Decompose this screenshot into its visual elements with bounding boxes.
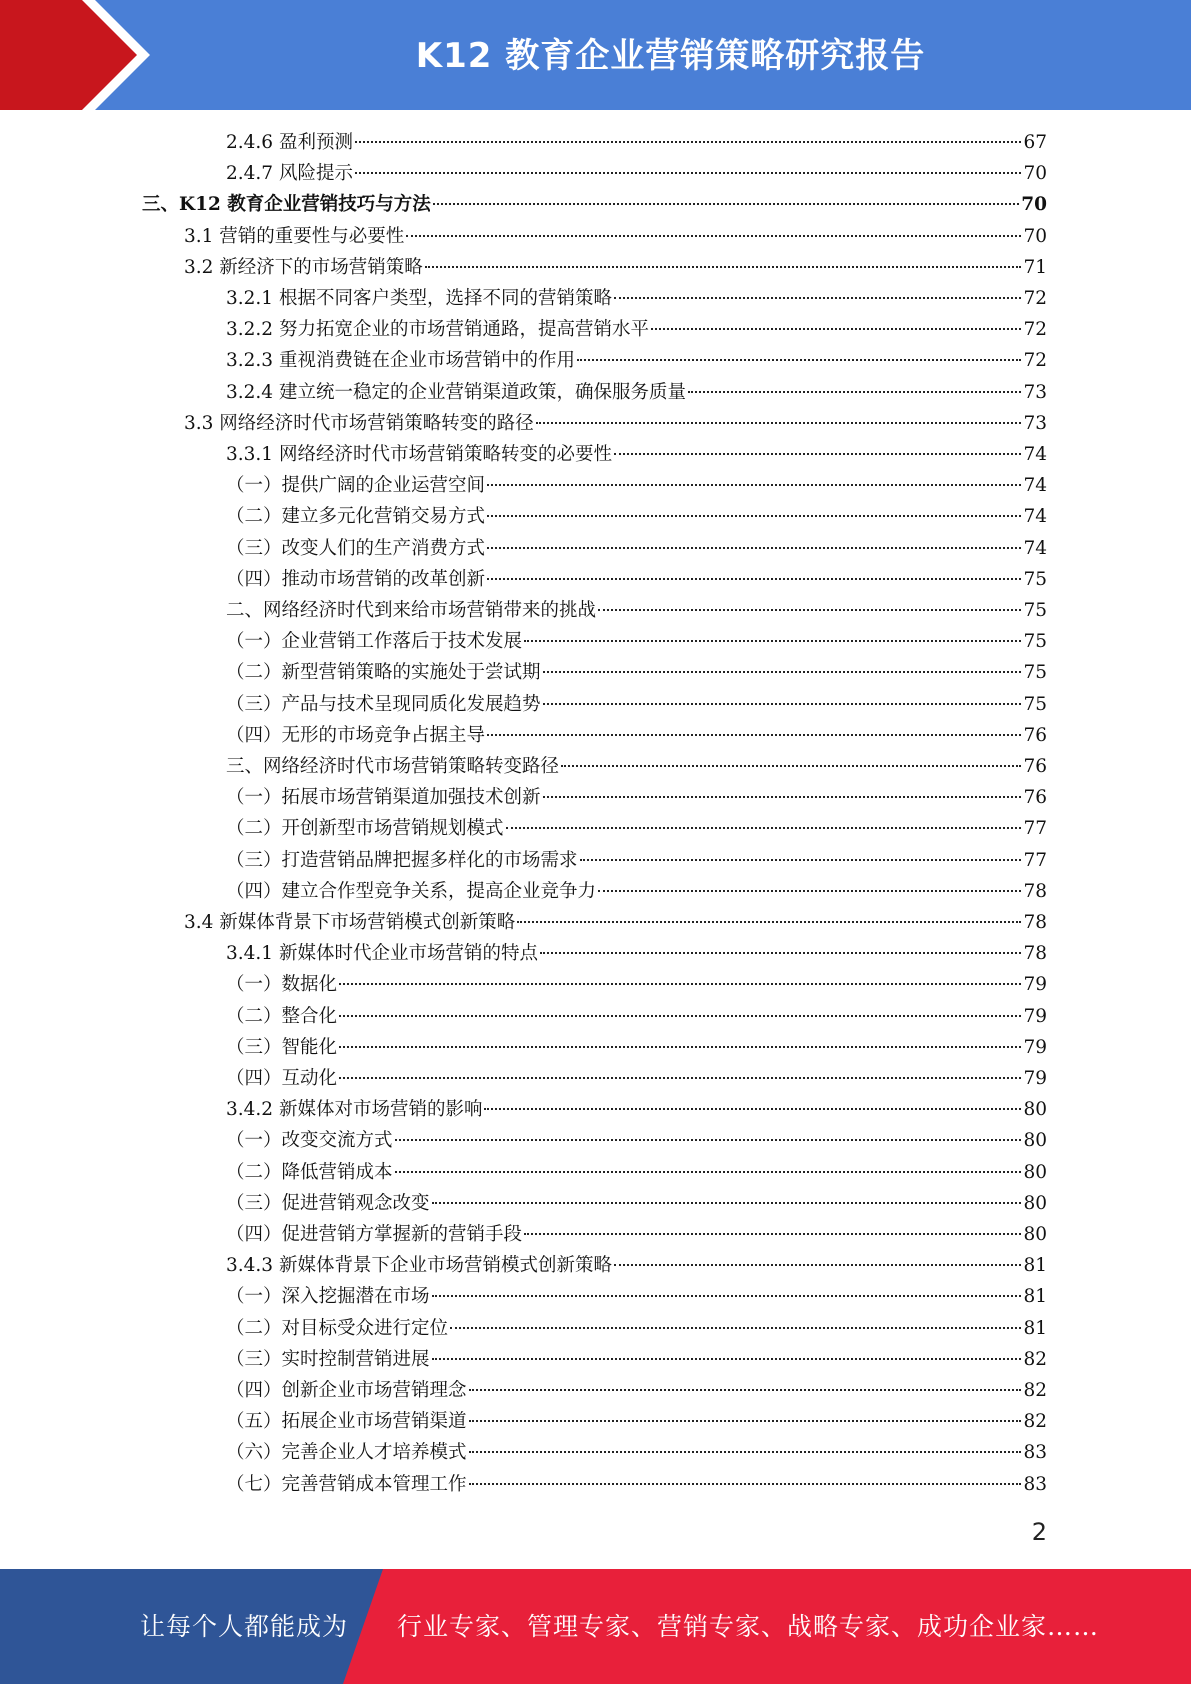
toc-dot-leader (450, 1327, 1021, 1329)
toc-entry[interactable] (226, 1157, 1047, 1188)
toc-entry[interactable] (226, 377, 1047, 408)
toc-dot-leader (433, 203, 1019, 205)
toc-entry[interactable] (226, 314, 1047, 345)
toc-entry-title: （四）创新企业市场营销理念 (226, 1380, 467, 1401)
toc-dot-leader (577, 359, 1021, 361)
toc-entry-page: 83 (1023, 1473, 1047, 1495)
toc-dot-leader (406, 235, 1021, 237)
toc-dot-leader (487, 734, 1021, 736)
toc-entry-page: 81 (1023, 1317, 1047, 1339)
toc-entry-page: 83 (1023, 1442, 1047, 1464)
toc-entry-page: 72 (1023, 288, 1047, 309)
toc-dot-leader (425, 266, 1022, 268)
toc-dot-leader (540, 952, 1021, 954)
toc-entry[interactable] (226, 689, 1047, 720)
toc-entry-page: 80 (1023, 1161, 1047, 1183)
toc-dot-leader (339, 1015, 1021, 1017)
toc-entry-page: 75 (1023, 662, 1047, 684)
toc-entry-page: 72 (1023, 319, 1047, 341)
toc-entry-page: 78 (1023, 912, 1047, 933)
toc-entry-page: 76 (1023, 724, 1047, 746)
toc-entry-page: 72 (1023, 350, 1047, 372)
toc-entry-page: 70 (1021, 194, 1047, 216)
toc-entry-page: 74 (1023, 506, 1047, 528)
toc-entry-title: （二）对目标受众进行定位 (226, 1317, 449, 1339)
toc-entry[interactable] (226, 782, 1047, 813)
toc-entry-page: 80 (1023, 1192, 1047, 1214)
toc-entry[interactable] (226, 1001, 1047, 1032)
toc-entry-page: 81 (1023, 1286, 1047, 1308)
toc-entry-page: 79 (1023, 1005, 1047, 1027)
toc-entry-title: （一）深入挖掘潜在市场 (226, 1286, 430, 1308)
toc-entry[interactable] (226, 876, 1047, 907)
toc-dot-leader (432, 1202, 1022, 1204)
toc-entry[interactable] (226, 1188, 1047, 1219)
toc-entry-title: 3.2.2 努力拓宽企业的市场营销通路，提高营销水平 (226, 319, 649, 341)
toc-entry-title: （四）无形的市场竞争占据主导 (226, 724, 486, 746)
toc-entry-title: 3.4.3 新媒体背景下企业市场营销模式创新策略 (226, 1255, 612, 1277)
toc-entry-title: （一）提供广阔的企业运营空间 (226, 475, 486, 497)
toc-entry-title: （四）建立合作型竞争关系，提高企业竞争力 (226, 880, 597, 902)
toc-entry-title: （一）拓展市场营销渠道加强技术创新 (226, 787, 541, 809)
toc-entry[interactable] (226, 1125, 1047, 1156)
toc-entry-page: 82 (1023, 1380, 1047, 1401)
toc-dot-leader (395, 1139, 1022, 1141)
toc-dot-leader (469, 1420, 1022, 1422)
toc-entry-title: （一）企业营销工作落后于技术发展 (226, 631, 523, 653)
toc-entry-page: 76 (1023, 787, 1047, 809)
toc-dot-leader (524, 1233, 1021, 1235)
toc-entry[interactable] (184, 221, 1047, 252)
toc-entry-page: 74 (1023, 537, 1047, 559)
toc-entry[interactable] (226, 439, 1047, 470)
toc-dot-leader (506, 827, 1022, 829)
toc-dot-leader (614, 453, 1021, 455)
toc-dot-leader (543, 703, 1022, 705)
toc-entry[interactable] (226, 969, 1047, 1000)
toc-dot-leader (355, 172, 1022, 174)
toc-entry-title: （三）打造营销品牌把握多样化的市场需求 (226, 849, 578, 871)
toc-entry[interactable] (226, 1094, 1047, 1125)
toc-entry[interactable] (226, 127, 1047, 158)
toc-dot-leader (543, 796, 1022, 798)
toc-entry-title: 3.1 营销的重要性与必要性 (184, 225, 405, 247)
toc-entry[interactable] (226, 1437, 1047, 1468)
toc-dot-leader (487, 578, 1021, 580)
toc-entry[interactable] (226, 470, 1047, 501)
toc-dot-leader (517, 921, 1021, 923)
toc-entry[interactable] (226, 626, 1047, 657)
toc-entry-page: 80 (1023, 1224, 1047, 1245)
toc-entry-title: 3.4 新媒体背景下市场营销模式创新策略 (184, 912, 516, 933)
toc-entry[interactable] (226, 1219, 1047, 1250)
toc-entry[interactable] (142, 189, 1047, 220)
toc-entry[interactable] (184, 252, 1047, 283)
toc-entry[interactable] (226, 533, 1047, 564)
toc-entry[interactable] (226, 158, 1047, 189)
toc-dot-leader (395, 1171, 1022, 1173)
toc-entry[interactable] (226, 1313, 1047, 1344)
footer-slogan-right: 行业专家、管理专家、营销专家、战略专家、成功企业家…… (397, 1612, 1100, 1641)
toc-entry-page: 79 (1023, 1036, 1047, 1058)
toc-entry[interactable] (226, 283, 1047, 314)
toc-entry-title: 3.2.1 根据不同客户类型，选择不同的营销策略 (226, 288, 612, 309)
toc-entry-page: 70 (1023, 163, 1047, 185)
toc-entry-title: （一）改变交流方式 (226, 1130, 393, 1152)
toc-entry-page: 76 (1023, 756, 1047, 777)
toc-entry-title: 3.3 网络经济时代市场营销策略转变的路径 (184, 412, 534, 434)
toc-dot-leader (614, 1264, 1021, 1266)
toc-entry-title: 2.4.6 盈利预测 (226, 132, 353, 153)
toc-dot-leader (651, 328, 1021, 330)
toc-dot-leader (469, 1389, 1022, 1391)
toc-dot-leader (580, 859, 1022, 861)
toc-entry-title: 3.2.3 重视消费链在企业市场营销中的作用 (226, 350, 575, 372)
toc-entry-title: （二）开创新型市场营销规划模式 (226, 818, 504, 840)
toc-entry-page: 71 (1023, 256, 1047, 278)
toc-dot-leader (339, 1077, 1021, 1079)
footer-slogan-left: 让每个人都能成为 (140, 1612, 349, 1641)
toc-entry-page: 78 (1023, 943, 1047, 965)
toc-entry-title: 3.3.1 网络经济时代市场营销策略转变的必要性 (226, 444, 612, 465)
toc-entry[interactable] (226, 345, 1047, 376)
document-title: K12 教育企业营销策略研究报告 (415, 36, 926, 76)
toc-dot-leader (598, 609, 1021, 611)
toc-entry-title: 二、网络经济时代到来给市场营销带来的挑战 (226, 600, 597, 621)
toc-entry-page: 78 (1023, 880, 1047, 902)
toc-entry-page: 80 (1023, 1099, 1047, 1121)
toc-entry-page: 75 (1023, 600, 1047, 621)
page-footer (0, 1569, 1191, 1684)
page-number: 2 (1031, 1518, 1047, 1546)
toc-entry-title: （二）整合化 (226, 1005, 338, 1027)
toc-dot-leader (536, 422, 1022, 424)
toc-entry-page: 73 (1023, 381, 1047, 403)
toc-dot-leader (543, 671, 1022, 673)
toc-entry[interactable] (226, 1032, 1047, 1063)
toc-entry[interactable] (226, 595, 1047, 626)
toc-entry-title: 三、网络经济时代市场营销策略转变路径 (226, 756, 560, 777)
toc-entry[interactable] (226, 720, 1047, 751)
toc-entry-title: （三）产品与技术呈现同质化发展趋势 (226, 693, 541, 715)
toc-dot-leader (487, 484, 1021, 486)
toc-entry-page: 74 (1023, 444, 1047, 465)
toc-entry-title: （四）促进营销方掌握新的营销手段 (226, 1224, 523, 1245)
toc-entry-title: 3.4.2 新媒体对市场营销的影响 (226, 1099, 483, 1121)
toc-entry[interactable] (226, 1063, 1047, 1094)
toc-entry-title: （三）实时控制营销进展 (226, 1348, 430, 1370)
toc-dot-leader (614, 297, 1021, 299)
toc-entry-page: 67 (1023, 132, 1047, 153)
toc-entry[interactable] (226, 1375, 1047, 1406)
toc-entry-page: 77 (1023, 849, 1047, 871)
toc-dot-leader (484, 1108, 1021, 1110)
toc-entry[interactable] (226, 1250, 1047, 1281)
toc-entry[interactable] (226, 657, 1047, 688)
page-header (0, 0, 1191, 110)
toc-dot-leader (487, 547, 1021, 549)
toc-dot-leader (339, 1046, 1021, 1048)
toc-entry-page: 81 (1023, 1255, 1047, 1277)
toc-entry-page: 82 (1023, 1411, 1047, 1433)
toc-entry[interactable] (184, 907, 1047, 938)
toc-dot-leader (339, 983, 1021, 985)
toc-entry[interactable] (184, 408, 1047, 439)
toc-entry-page: 73 (1023, 412, 1047, 434)
toc-dot-leader (469, 1483, 1022, 1485)
toc-entry-page: 77 (1023, 818, 1047, 840)
toc-entry-title: 2.4.7 风险提示 (226, 163, 353, 185)
toc-entry[interactable] (226, 1406, 1047, 1437)
toc-entry-title: （二）建立多元化营销交易方式 (226, 506, 486, 528)
toc-entry[interactable] (226, 1469, 1047, 1500)
toc-entry-page: 75 (1023, 631, 1047, 653)
toc-entry[interactable] (226, 938, 1047, 969)
toc-entry-title: （六）完善企业人才培养模式 (226, 1442, 467, 1464)
toc-entry-page: 80 (1023, 1130, 1047, 1152)
toc-dot-leader (598, 890, 1021, 892)
toc-entry-page: 79 (1023, 1068, 1047, 1089)
toc-dot-leader (432, 1295, 1022, 1297)
toc-dot-leader (355, 141, 1022, 143)
toc-entry-page: 75 (1023, 693, 1047, 715)
toc-entry-title: （二）降低营销成本 (226, 1161, 393, 1183)
toc-entry[interactable] (226, 751, 1047, 782)
toc-entry-title: （三）改变人们的生产消费方式 (226, 537, 486, 559)
toc-dot-leader (524, 640, 1021, 642)
toc-dot-leader (487, 515, 1021, 517)
toc-entry-page: 75 (1023, 568, 1047, 590)
toc-entry-title: 3.2.4 建立统一稳定的企业营销渠道政策，确保服务质量 (226, 381, 686, 403)
header-arrow-decoration (0, 0, 160, 110)
toc-entry-title: （五）拓展企业市场营销渠道 (226, 1411, 467, 1433)
toc-entry-title: 3.2 新经济下的市场营销策略 (184, 256, 423, 278)
toc-dot-leader (688, 391, 1021, 393)
toc-entry-title: （七）完善营销成本管理工作 (226, 1473, 467, 1495)
toc-dot-leader (561, 765, 1021, 767)
toc-entry-title: （三）促进营销观念改变 (226, 1192, 430, 1214)
toc-dot-leader (432, 1358, 1022, 1360)
toc-entry[interactable] (226, 564, 1047, 595)
toc-entry-page: 79 (1023, 974, 1047, 996)
toc-entry-title: （一）数据化 (226, 974, 338, 996)
toc-dot-leader (469, 1451, 1022, 1453)
toc-entry-page: 82 (1023, 1348, 1047, 1370)
toc-entry-page: 70 (1023, 225, 1047, 247)
toc-entry[interactable] (226, 845, 1047, 876)
toc-entry[interactable] (226, 813, 1047, 844)
toc-entry[interactable] (226, 1344, 1047, 1375)
toc-entry-title: 三、K12 教育企业营销技巧与方法 (142, 194, 431, 216)
toc-entry-title: 3.4.1 新媒体时代企业市场营销的特点 (226, 943, 538, 965)
toc-entry-title: （四）互动化 (226, 1068, 338, 1089)
toc-entry-title: （二）新型营销策略的实施处于尝试期 (226, 662, 541, 684)
toc-entry-title: （三）智能化 (226, 1036, 338, 1058)
toc-entry-page: 74 (1023, 475, 1047, 497)
toc-entry-title: （四）推动市场营销的改革创新 (226, 568, 486, 590)
toc-entry[interactable] (226, 1281, 1047, 1312)
toc-entry[interactable] (226, 501, 1047, 532)
